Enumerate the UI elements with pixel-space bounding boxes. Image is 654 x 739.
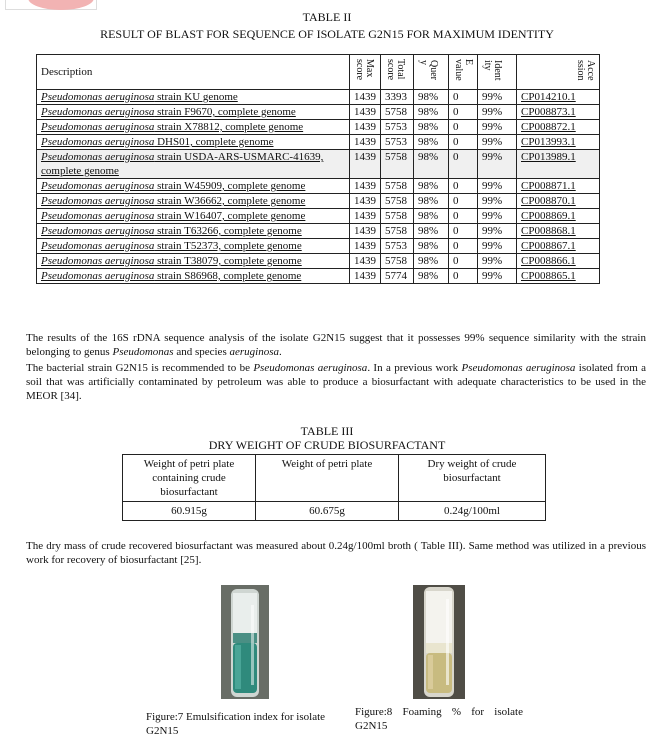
col-header-query: Quer y bbox=[414, 55, 449, 90]
cell-max-score: 1439 bbox=[350, 254, 381, 269]
cell-e-value: 0 bbox=[449, 135, 478, 150]
cell-identity: 99% bbox=[478, 90, 517, 105]
cell-description[interactable]: Pseudomonas aeruginosa strain W16407, complete genome bbox=[37, 209, 350, 224]
cell-e-value: 0 bbox=[449, 254, 478, 269]
cell-total-score: 5758 bbox=[381, 105, 414, 120]
cell-total-score: 5758 bbox=[381, 194, 414, 209]
cell-identity: 99% bbox=[478, 179, 517, 194]
table2-title: RESULT OF BLAST FOR SEQUENCE OF ISOLATE G2N15 FOR MAXIMUM IDENTITY bbox=[100, 27, 554, 41]
col-header-description: Description bbox=[37, 55, 350, 90]
cell-total-score: 5758 bbox=[381, 179, 414, 194]
figure8-foaming-tube-photo bbox=[413, 585, 465, 699]
cell-accession-link[interactable]: CP008872.1 bbox=[517, 120, 600, 135]
cell-query: 98% bbox=[414, 254, 449, 269]
cell-accession-link[interactable]: CP008869.1 bbox=[517, 209, 600, 224]
table-row bbox=[37, 150, 600, 179]
cell-max-score: 1439 bbox=[350, 209, 381, 224]
cell-total-score: 3393 bbox=[381, 90, 414, 105]
cell-query: 98% bbox=[414, 269, 449, 284]
cell-identity: 99% bbox=[478, 269, 517, 284]
cell-query: 98% bbox=[414, 179, 449, 194]
col-header-max-score: Max score bbox=[350, 55, 381, 90]
figure7-emulsion-tube-photo bbox=[221, 585, 269, 699]
table3-title: DRY WEIGHT OF CRUDE BIOSURFACTANT bbox=[208, 438, 446, 452]
cell-e-value: 0 bbox=[449, 209, 478, 224]
cell-max-score: 1439 bbox=[350, 90, 381, 105]
cell-description[interactable]: Pseudomonas aeruginosa strain T63266, complete genome bbox=[37, 224, 350, 239]
cell-query: 98% bbox=[414, 120, 449, 135]
cell-e-value: 0 bbox=[449, 120, 478, 135]
cell-total-score: 5758 bbox=[381, 209, 414, 224]
cell-description[interactable]: Pseudomonas aeruginosa strain KU genome bbox=[37, 90, 350, 105]
table-row bbox=[37, 194, 600, 209]
table-row bbox=[37, 90, 600, 105]
cell-e-value: 0 bbox=[449, 194, 478, 209]
cell-accession-link[interactable]: CP008868.1 bbox=[517, 224, 600, 239]
cell-accession-link[interactable]: CP008871.1 bbox=[517, 179, 600, 194]
cell-query: 98% bbox=[414, 239, 449, 254]
cell-identity: 99% bbox=[478, 150, 517, 179]
figure8-caption: Figure:8 Foaming % for isolate G2N15 bbox=[355, 706, 523, 732]
col-header-e-value: E value bbox=[449, 55, 478, 90]
t3-header-plate-with-biosurfactant: Weight of petri plate containing crude biosurfactant bbox=[123, 455, 256, 502]
cell-e-value: 0 bbox=[449, 224, 478, 239]
cell-max-score: 1439 bbox=[350, 105, 381, 120]
cell-query: 98% bbox=[414, 224, 449, 239]
cell-max-score: 1439 bbox=[350, 239, 381, 254]
cell-identity: 99% bbox=[478, 120, 517, 135]
cell-identity: 99% bbox=[478, 254, 517, 269]
table-row bbox=[37, 254, 600, 269]
cell-description[interactable]: Pseudomonas aeruginosa DHS01, complete genome bbox=[37, 135, 350, 150]
blast-results-table bbox=[36, 54, 600, 284]
cell-description[interactable]: Pseudomonas aeruginosa strain W45909, complete genome bbox=[37, 179, 350, 194]
cell-accession-link[interactable]: CP008873.1 bbox=[517, 105, 600, 120]
cell-max-score: 1439 bbox=[350, 135, 381, 150]
cell-identity: 99% bbox=[478, 224, 517, 239]
cell-total-score: 5758 bbox=[381, 224, 414, 239]
cell-identity: 99% bbox=[478, 209, 517, 224]
t3-header-dry-weight: Dry weight of crude biosurfactant bbox=[399, 455, 546, 502]
table-row bbox=[37, 224, 600, 239]
t3-value-plate-with-biosurfactant: 60.915g bbox=[123, 502, 256, 521]
cell-description[interactable]: Pseudomonas aeruginosa strain T52373, complete genome bbox=[37, 239, 350, 254]
cell-e-value: 0 bbox=[449, 239, 478, 254]
paragraph-sequence-analysis: The results of the 16S rDNA sequence analysis of the isolate G2N15 suggest that it possesses 99% sequence similarity with the strain belonging to genus Pseudomonas and species aeruginosa. bbox=[26, 332, 646, 358]
cell-identity: 99% bbox=[478, 239, 517, 254]
table2-label: TABLE II bbox=[302, 10, 352, 24]
cell-e-value: 0 bbox=[449, 90, 478, 105]
table-row bbox=[37, 135, 600, 150]
cell-e-value: 0 bbox=[449, 105, 478, 120]
cell-accession-link[interactable]: CP013989.1 bbox=[517, 150, 600, 179]
table3-label: TABLE III bbox=[300, 424, 354, 438]
cell-total-score: 5753 bbox=[381, 239, 414, 254]
cell-query: 98% bbox=[414, 150, 449, 179]
cell-total-score: 5774 bbox=[381, 269, 414, 284]
cell-total-score: 5758 bbox=[381, 254, 414, 269]
figure7-caption: Figure:7 Emulsification index for isolate G2N15 bbox=[146, 711, 326, 737]
cell-query: 98% bbox=[414, 135, 449, 150]
cell-query: 98% bbox=[414, 194, 449, 209]
cell-accession-link[interactable]: CP013993.1 bbox=[517, 135, 600, 150]
cell-accession-link[interactable]: CP008867.1 bbox=[517, 239, 600, 254]
cell-max-score: 1439 bbox=[350, 224, 381, 239]
cell-description[interactable]: Pseudomonas aeruginosa strain X78812, complete genome bbox=[37, 120, 350, 135]
col-header-identity: Ident ity bbox=[478, 55, 517, 90]
table-row bbox=[37, 239, 600, 254]
cell-e-value: 0 bbox=[449, 269, 478, 284]
cell-accession-link[interactable]: CP008870.1 bbox=[517, 194, 600, 209]
table-row bbox=[37, 105, 600, 120]
cell-identity: 99% bbox=[478, 135, 517, 150]
dry-weight-table bbox=[122, 454, 546, 521]
cell-total-score: 5753 bbox=[381, 120, 414, 135]
t3-value-plate-weight: 60.675g bbox=[256, 502, 399, 521]
cell-e-value: 0 bbox=[449, 150, 478, 179]
col-header-accession: Acce ssion bbox=[517, 55, 600, 90]
cell-e-value: 0 bbox=[449, 179, 478, 194]
cell-description[interactable]: Pseudomonas aeruginosa strain T38079, complete genome bbox=[37, 254, 350, 269]
cell-max-score: 1439 bbox=[350, 179, 381, 194]
cell-query: 98% bbox=[414, 105, 449, 120]
cell-max-score: 1439 bbox=[350, 194, 381, 209]
cell-query: 98% bbox=[414, 90, 449, 105]
cell-description[interactable]: Pseudomonas aeruginosa strain S86968, complete genome bbox=[37, 269, 350, 284]
cell-description[interactable]: Pseudomonas aeruginosa strain W36662, complete genome bbox=[37, 194, 350, 209]
cell-max-score: 1439 bbox=[350, 120, 381, 135]
cell-accession-link[interactable]: CP008865.1 bbox=[517, 269, 600, 284]
cell-accession-link[interactable]: CP014210.1 bbox=[517, 90, 600, 105]
cell-description[interactable]: Pseudomonas aeruginosa strain USDA-ARS-USMARC-41639, complete genome bbox=[37, 150, 350, 179]
table-row bbox=[37, 209, 600, 224]
paragraph-strain-recommendation: The bacterial strain G2N15 is recommended to be Pseudomonas aeruginosa. In a previous work Pseudomonas aeruginosa isolated from a soil that was artificially contaminated by petroleum was able to produce a biosurfactant with adequate characteristics to be used in the MEOR [34]. bbox=[26, 362, 647, 402]
cell-total-score: 5753 bbox=[381, 135, 414, 150]
table-row bbox=[37, 179, 600, 194]
col-header-total-score: Total score bbox=[381, 55, 414, 90]
cell-description[interactable]: Pseudomonas aeruginosa strain F9670, complete genome bbox=[37, 105, 350, 120]
table-row bbox=[37, 120, 600, 135]
cell-identity: 99% bbox=[478, 105, 517, 120]
cell-max-score: 1439 bbox=[350, 150, 381, 179]
paragraph-dry-mass: The dry mass of crude recovered biosurfactant was measured about 0.24g/100ml broth ( Table III). Same method was utilized in a previous work for recovery of biosurfactant [25]. bbox=[26, 540, 646, 566]
cell-total-score: 5758 bbox=[381, 150, 414, 179]
t3-value-dry-weight: 0.24g/100ml bbox=[399, 502, 546, 521]
cell-max-score: 1439 bbox=[350, 269, 381, 284]
t3-header-plate-weight: Weight of petri plate bbox=[256, 455, 399, 502]
cell-identity: 99% bbox=[478, 194, 517, 209]
table-row bbox=[37, 269, 600, 284]
cell-accession-link[interactable]: CP008866.1 bbox=[517, 254, 600, 269]
cell-query: 98% bbox=[414, 209, 449, 224]
